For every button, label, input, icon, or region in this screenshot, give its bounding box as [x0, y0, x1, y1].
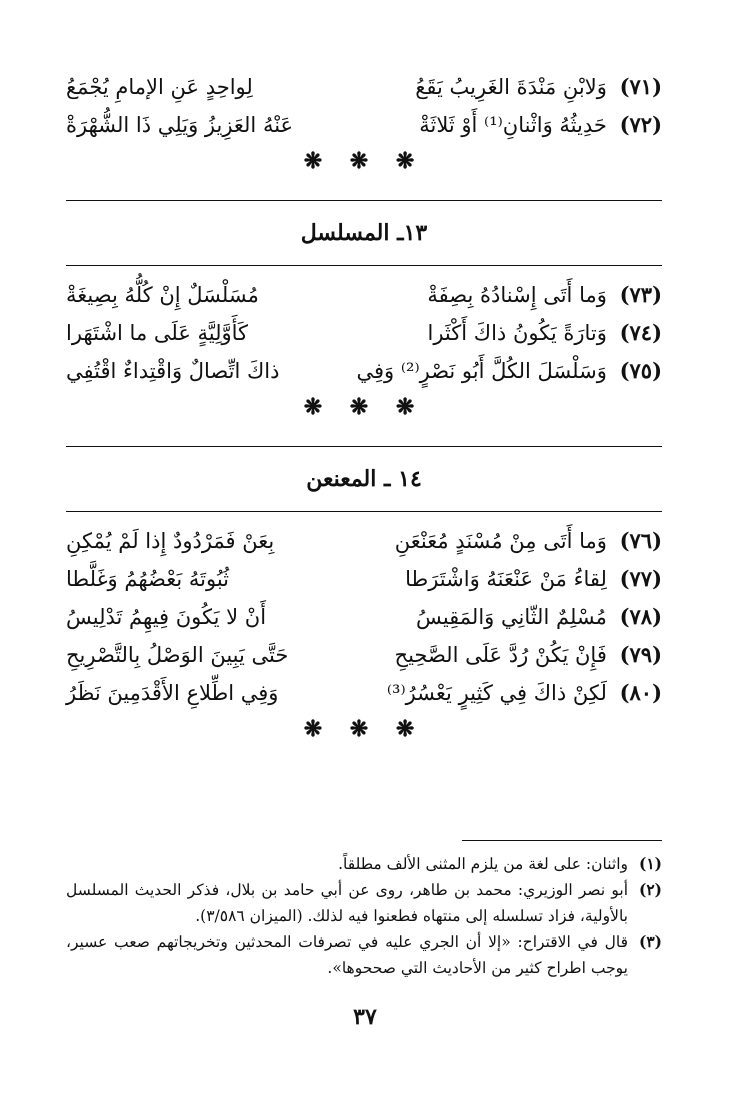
verse-number: (٧٥) — [619, 358, 662, 383]
footnote — [66, 851, 662, 877]
verse-line — [66, 560, 662, 598]
verse-line — [66, 636, 662, 674]
verse-second-hemistich: ذاكَ اتِّصالٌ وَاقْتِداءٌ اقْتُفِي — [66, 359, 280, 383]
verse-number: (٧٧) — [619, 566, 662, 591]
verse-first-hemistich: وَما أَتَى مِنْ مُسْنَدٍ مُعَنْعَنِ — [394, 529, 607, 553]
verse-first-hemistich: لِقاءُ مَنْ عَنْعَنَهُ وَاشْتَرَطا — [405, 567, 607, 591]
verse-first-hemistich: وَلابْنِ مَنْدَةَ الغَرِيبُ يَقَعُ — [415, 75, 607, 99]
verse-number: (٧٢) — [619, 112, 662, 137]
footnote-rule — [462, 840, 662, 851]
section-heading: ١٤ ـ المعنعن — [306, 466, 422, 492]
verse-line — [66, 106, 662, 144]
verse-first-hemistich: فَإِنْ يَكُنْ رُدَّ عَلَى الصَّحِيحِ — [394, 643, 607, 667]
verse-line — [66, 314, 662, 352]
section-separator-stars: ❋ ❋ ❋ — [303, 716, 425, 742]
verse-line — [66, 276, 662, 314]
verse-line — [66, 352, 662, 390]
section-top — [66, 68, 662, 178]
footnotes — [66, 840, 662, 981]
verse-second-hemistich: لِواحِدٍ عَنِ الإمامِ يُجْمَعُ — [66, 75, 253, 99]
verse-second-hemistich: مُسَلْسَلٌ إِنْ كُلُّهُ بِصِيغَةْ — [66, 283, 259, 307]
footnote — [66, 929, 662, 981]
verse-number: (٧٨) — [619, 604, 662, 629]
verse-second-hemistich: كَأَوَّلِيَّةٍ عَلَى ما اشْتَهَرا — [66, 321, 249, 345]
verse-first-hemistich: وَتارَةً يَكُونُ ذاكَ أَكْثَرا — [427, 321, 607, 345]
verse-number: (٧٩) — [619, 642, 662, 667]
section-separator-stars: ❋ ❋ ❋ — [303, 148, 425, 174]
footnote — [66, 877, 662, 929]
section-13 — [66, 276, 662, 424]
footnote-text: واثنان: على لغة من يلزم المثنى الألف مطلقاً. — [338, 855, 628, 873]
verse-second-hemistich: حَتَّى يَبِينَ الوَصْلُ بِالتَّصْرِيحِ — [66, 643, 289, 667]
verse-first-hemistich: وَما أَتَى إِسْنادُهُ بِصِفَةْ — [427, 283, 607, 307]
footnote-number: (٢) — [638, 880, 662, 899]
verse-line — [66, 598, 662, 636]
verse-number: (٧٦) — [619, 528, 662, 553]
verse-first-hemistich: مُسْلِمٌ الثّانِي وَالمَقِيسُ — [416, 605, 607, 629]
verse-number: (٧٤) — [619, 320, 662, 345]
footnote-text: أبو نصر الوزيري: محمد بن طاهر، روى عن أبي حامد بن بلال، فذكر الحديث المسلسل بالأولية، فزاد تسلسله إلى منتهاه فطعنوا فيه لذلك. (الميزان ٣/٥٨٦). — [66, 881, 628, 925]
verse-second-hemistich: عَنْهُ العَزِيزُ وَيَلِي ذَا الشُّهْرَةْ — [66, 113, 294, 137]
verse-number: (٨٠) — [619, 680, 662, 705]
footnote-number: (٣) — [638, 932, 662, 951]
section-heading: ١٣ـ المسلسل — [300, 220, 428, 246]
page-number: ٣٧ — [353, 1004, 377, 1030]
page-body — [66, 68, 662, 746]
verse-number: (٧٣) — [619, 282, 662, 307]
section-14 — [66, 522, 662, 746]
verse-line — [66, 674, 662, 712]
verse-first-hemistich: لَكِنْ ذاكَ فِي كَثِيرٍ يَعْسُرُ⁽³⁾ — [386, 681, 607, 705]
section-separator-stars: ❋ ❋ ❋ — [303, 394, 425, 420]
verse-first-hemistich: وَسَلْسَلَ الكُلَّ أَبُو نَصْرٍ⁽²⁾ وَفِي — [356, 359, 607, 383]
verse-second-hemistich: وَفِي اطِّلاعِ الأَقْدَمِينَ نَظَرُ — [66, 681, 279, 705]
verse-second-hemistich: بِعَنْ فَمَرْدُودٌ إِذا لَمْ يُمْكِنِ — [66, 529, 275, 553]
verse-second-hemistich: أَنْ لا يَكُونَ فِيهِمُ تَدْلِيسُ — [66, 605, 267, 629]
footnote-text: قال في الاقتراح: «إلا أن الجري عليه في تصرفات المحدثين وتخريجاتهم صعب عسير، يوجب اطراح كثير من الأحاديث التي صححوها». — [66, 933, 628, 977]
verse-number: (٧١) — [619, 74, 662, 99]
footnote-number: (١) — [638, 854, 662, 873]
verse-first-hemistich: حَدِيثُهُ وَاثْنانِ⁽¹⁾ أَوْ ثَلاثَةْ — [419, 113, 607, 137]
verse-line — [66, 68, 662, 106]
verse-second-hemistich: ثُبُوتَهُ بَعْضُهُمُ وَغَلَّطا — [66, 567, 230, 591]
verse-line — [66, 522, 662, 560]
